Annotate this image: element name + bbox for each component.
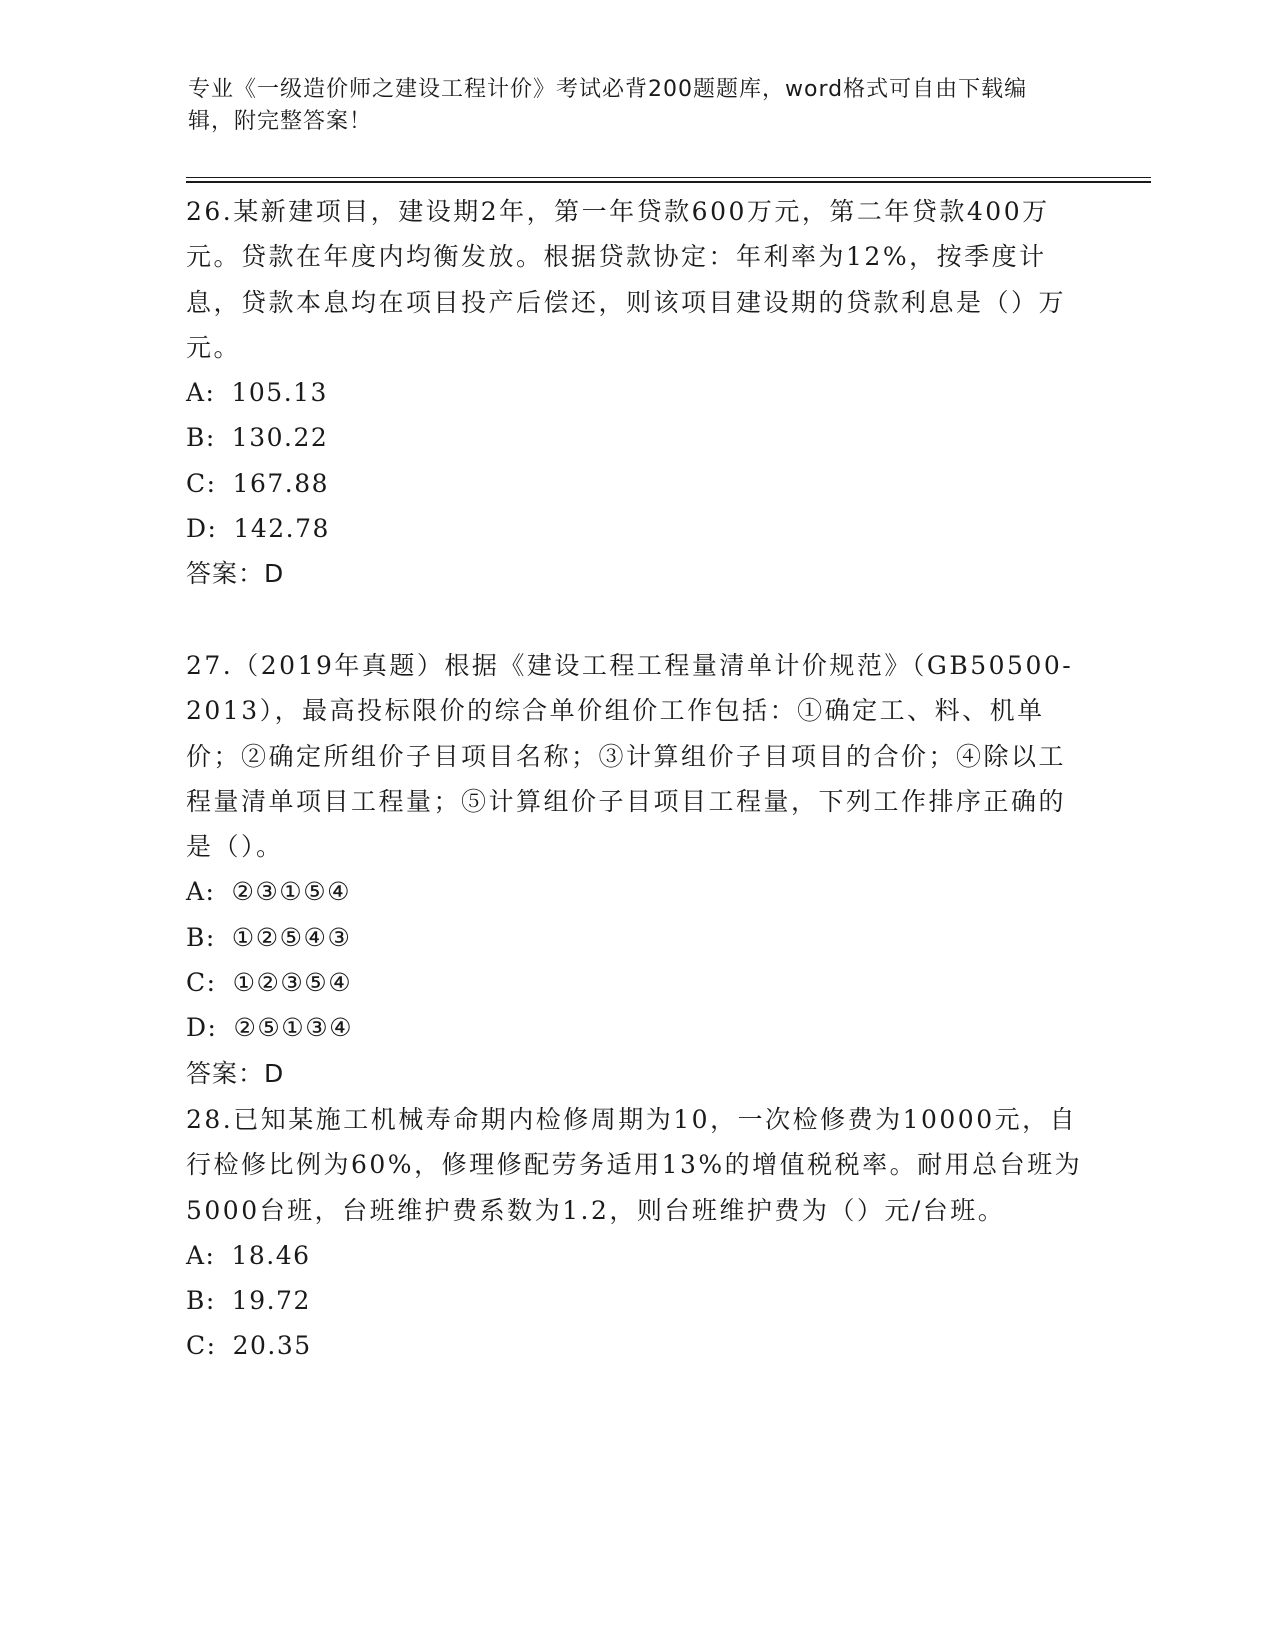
option-label: D:	[186, 514, 218, 544]
option-d	[186, 506, 1086, 551]
option-d	[186, 1005, 1086, 1050]
question-stem: 26.某新建项目，建设期2年，第一年贷款600万元，第二年贷款400万元。贷款在年度内均衡发放。根据贷款协定：年利率为12%，按季度计息，贷款本息均在项目投产后偿还，则该项目建设期的贷款利息是（）万元。	[186, 197, 1067, 362]
header-divider-thin	[186, 177, 1151, 178]
answer-line: 答案：D	[186, 1058, 285, 1088]
option-b	[186, 415, 1086, 460]
option-b	[186, 1278, 1086, 1323]
option-text: 130.22	[231, 423, 329, 453]
page-header: 专业《一级造价师之建设工程计价》考试必背200题题库，word格式可自由下载编辑，附完整答案！	[188, 77, 1028, 134]
option-c	[186, 461, 1086, 506]
option-c	[186, 1323, 1086, 1368]
option-text: ②⑤①③④	[233, 1013, 354, 1043]
header-divider-thick	[186, 181, 1151, 183]
question-stem: 27.（2019年真题）根据《建设工程工程量清单计价规范》（GB50500-2013），最高投标限价的综合单价组价工作包括：①确定工、料、机单价；②确定所组价子目项目名称；③计算组价子目项目的合价；④除以工程量清单项目工程量；⑤计算组价子目项目工程量，下列工作排序正确的是（）。	[186, 651, 1074, 862]
option-label: D:	[186, 1013, 218, 1043]
option-text: ①②③⑤④	[232, 968, 353, 998]
answer-line: 答案：D	[186, 559, 285, 589]
question-28	[186, 1097, 1086, 1369]
option-c	[186, 960, 1086, 1005]
option-label: B:	[186, 423, 216, 453]
option-a	[186, 869, 1086, 914]
option-text: 18.46	[231, 1240, 311, 1270]
option-label: A:	[186, 877, 216, 907]
option-text: ②③①⑤④	[231, 877, 352, 907]
question-27	[186, 643, 1086, 1096]
option-a	[186, 370, 1086, 415]
question-stem: 28.已知某施工机械寿命期内检修周期为10，一次检修费为10000元，自行检修比例为60%，修理修配劳务适用13%的增值税税率。耐用总台班为5000台班，台班维护费系数为1.2，则台班维护费为（）元/台班。	[186, 1105, 1083, 1225]
option-label: A:	[186, 1240, 216, 1270]
option-label: B:	[186, 1286, 216, 1316]
option-text: 19.72	[231, 1286, 311, 1316]
option-text: 142.78	[233, 514, 330, 544]
option-label: A:	[186, 378, 216, 408]
option-text: 167.88	[232, 468, 330, 498]
option-label: C:	[186, 1331, 217, 1361]
option-label: C:	[186, 468, 217, 498]
option-text: 105.13	[231, 378, 328, 408]
option-a	[186, 1233, 1086, 1278]
option-text: 20.35	[232, 1331, 312, 1361]
option-label: C:	[186, 968, 217, 998]
option-b	[186, 915, 1086, 960]
option-label: B:	[186, 922, 216, 952]
option-text: ①②⑤④③	[231, 922, 352, 952]
question-26	[186, 189, 1086, 597]
